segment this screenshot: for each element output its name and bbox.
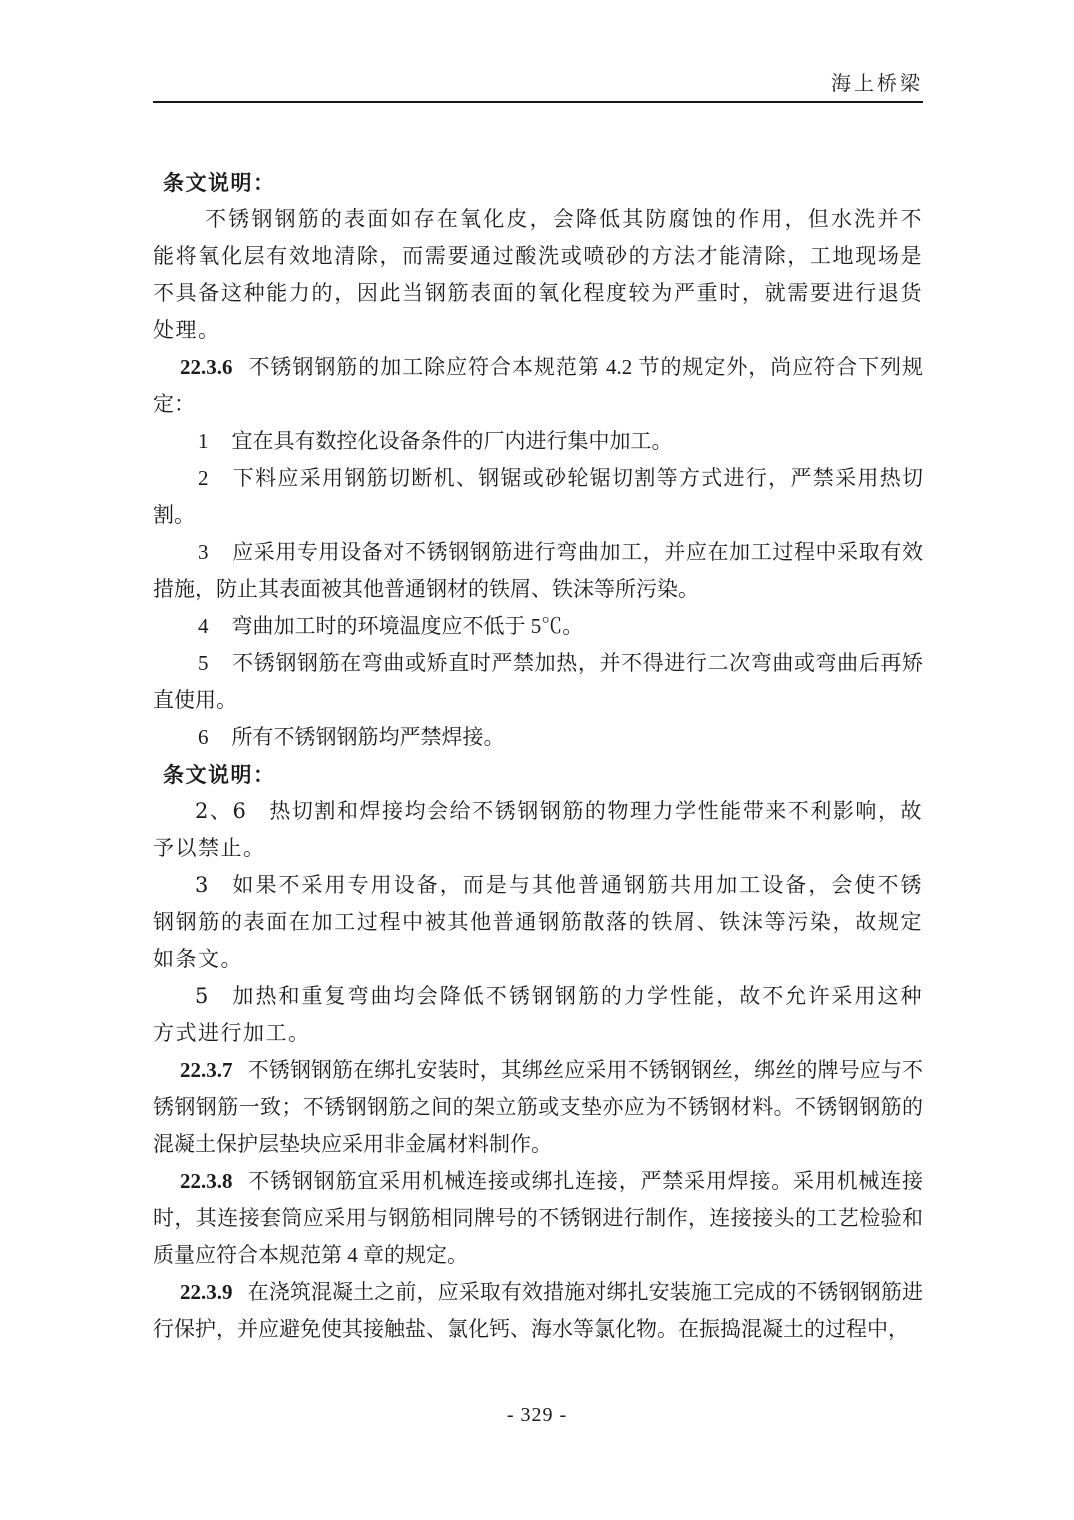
clause-number: 22.3.6 xyxy=(180,355,233,379)
explanation-heading xyxy=(153,756,923,793)
paragraph-text: 所有不锈钢钢筋均严禁焊接。 xyxy=(231,725,505,749)
clause-paragraph xyxy=(153,1052,923,1163)
paragraph-text: 加热和重复弯曲均会降低不锈钢钢筋的力学性能，故不允许采用这种方式进行加工。 xyxy=(153,984,923,1045)
clause-item xyxy=(153,534,923,608)
item-number: 2 xyxy=(198,466,209,490)
clause-number: 22.3.7 xyxy=(180,1058,233,1082)
page-content xyxy=(153,98,923,1348)
explanation-item xyxy=(153,978,923,1052)
paragraph-text: 应采用专用设备对不锈钢钢筋进行弯曲加工，并应在加工过程中采取有效措施，防止其表面被其他普通钢材的铁屑、铁沫等所污染。 xyxy=(153,540,923,601)
paragraph-text: 下料应采用钢筋切断机、钢锯或砂轮锯切割等方式进行，严禁采用热切割。 xyxy=(153,466,923,527)
clause-number: 22.3.8 xyxy=(180,1169,233,1193)
page-footer xyxy=(0,1404,1074,1427)
clause-paragraph xyxy=(153,349,923,423)
paragraph-text: 不锈钢钢筋的表面如存在氧化皮，会降低其防腐蚀的作用，但水洗并不能将氧化层有效地清除，而需要通过酸洗或喷砂的方法才能清除，工地现场是不具备这种能力的，因此当钢筋表面的氧化程度较为严重时，就需要进行退货处理。 xyxy=(153,207,923,342)
item-number: 5 xyxy=(195,984,210,1008)
explanation-item xyxy=(153,793,923,867)
paragraph-text: 条文说明： xyxy=(163,170,276,195)
item-number: 6 xyxy=(198,725,209,749)
item-number: 2、6 xyxy=(195,799,248,823)
paragraph-text: 弯曲加工时的环境温度应不低于 5℃。 xyxy=(231,614,584,638)
item-number: 1 xyxy=(198,429,209,453)
paragraph-text: 条文说明： xyxy=(163,762,276,787)
clause-paragraph xyxy=(153,1163,923,1274)
explanation-item xyxy=(153,867,923,978)
clause-item xyxy=(153,423,923,460)
paragraph-text: 宜在具有数控化设备条件的厂内进行集中加工。 xyxy=(231,429,673,453)
paragraph-text: 热切割和焊接均会给不锈钢钢筋的物理力学性能带来不利影响，故予以禁止。 xyxy=(153,799,923,860)
item-number: 3 xyxy=(198,540,209,564)
paragraph-text: 如果不采用专用设备，而是与其他普通钢筋共用加工设备，会使不锈钢钢筋的表面在加工过程中被其他普通钢筋散落的铁屑、铁沫等污染，故规定如条文。 xyxy=(153,873,923,971)
clause-item xyxy=(153,645,923,719)
running-title: 海上桥梁 xyxy=(831,73,923,95)
running-header xyxy=(153,0,923,103)
clause-paragraph xyxy=(153,1274,923,1348)
item-number: 3 xyxy=(195,873,210,897)
page-number: - 329 - xyxy=(506,1404,568,1426)
item-number: 4 xyxy=(198,614,209,638)
paragraph-text: 不锈钢钢筋在弯曲或矫直时严禁加热，并不得进行二次弯曲或弯曲后再矫直使用。 xyxy=(153,651,923,712)
item-number: 5 xyxy=(198,651,209,675)
paragraph-text: 不锈钢钢筋在绑扎安装时，其绑丝应采用不锈钢钢丝，绑丝的牌号应与不锈钢钢筋一致；不锈钢钢筋之间的架立筋或支垫亦应为不锈钢材料。不锈钢钢筋的混凝土保护层垫块应采用非金属材料制作。 xyxy=(153,1058,923,1156)
paragraph-text: 不锈钢钢筋宜采用机械连接或绑扎连接，严禁采用焊接。采用机械连接时，其连接套筒应采用与钢筋相同牌号的不锈钢进行制作，连接接头的工艺检验和质量应符合本规范第 4 章的规定。 xyxy=(153,1169,923,1267)
paragraph-text: 在浇筑混凝土之前，应采取有效措施对绑扎安装施工完成的不锈钢钢筋进行保护，并应避免使其接触盐、氯化钙、海水等氯化物。在振捣混凝土的过程中， xyxy=(153,1280,923,1341)
explanation-heading xyxy=(153,164,923,201)
explanation-paragraph xyxy=(153,201,923,349)
clause-item xyxy=(153,608,923,645)
paragraph-text: 不锈钢钢筋的加工除应符合本规范第 4.2 节的规定外，尚应符合下列规定： xyxy=(153,355,923,416)
clause-number: 22.3.9 xyxy=(180,1280,233,1304)
clause-item xyxy=(153,460,923,534)
clause-item xyxy=(153,719,923,756)
